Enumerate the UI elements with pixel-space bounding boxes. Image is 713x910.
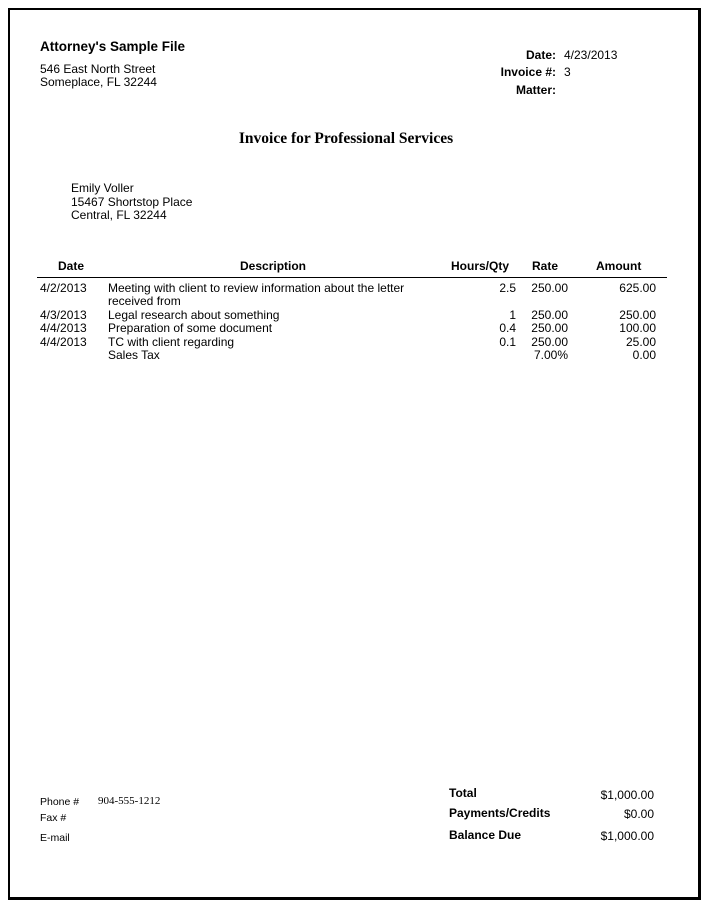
client-address-line1: 15467 Shortstop Place	[71, 195, 193, 209]
row-date: 4/4/2013	[40, 335, 87, 349]
balance-due-value: $1,000.00	[600, 829, 654, 843]
row-rate: 250.00	[531, 321, 568, 335]
col-header-rate: Rate	[532, 259, 559, 273]
firm-name: Attorney's Sample File	[40, 39, 185, 54]
invoice-number-label: Invoice #:	[500, 65, 556, 79]
row-hours: 2.5	[499, 281, 516, 295]
payments-value: $0.00	[623, 807, 654, 821]
row-description: Preparation of some document	[108, 321, 273, 335]
fax-label: Fax #	[40, 812, 67, 824]
email-label: E-mail	[40, 832, 70, 844]
col-header-description: Description	[240, 259, 307, 273]
phone-label: Phone #	[40, 796, 80, 808]
row-amount: 25.00	[625, 335, 656, 349]
row-date: 4/2/2013	[40, 281, 87, 295]
firm-address-line2: Someplace, FL 32244	[40, 75, 157, 89]
invoice-title: Invoice for Professional Services	[238, 130, 454, 147]
row-amount: 250.00	[619, 308, 656, 322]
row-date: 4/3/2013	[40, 308, 87, 322]
row-rate: 250.00	[531, 335, 568, 349]
row-description-cont: received from	[108, 294, 181, 308]
row-hours: 0.4	[499, 321, 516, 335]
invoice-number-value: 3	[564, 65, 571, 79]
balance-due-label: Balance Due	[449, 828, 522, 842]
matter-label: Matter:	[515, 83, 556, 97]
total-value: $1,000.00	[600, 788, 654, 802]
row-rate: 7.00%	[533, 348, 568, 362]
col-header-amount: Amount	[596, 259, 642, 273]
payments-label: Payments/Credits	[449, 806, 551, 820]
row-amount: 100.00	[619, 321, 656, 335]
date-label: Date:	[525, 48, 556, 62]
row-amount: 0.00	[632, 348, 656, 362]
firm-address-line1: 546 East North Street	[40, 62, 156, 76]
row-hours: 1	[509, 308, 516, 322]
col-header-hours: Hours/Qty	[451, 259, 510, 273]
invoice-page	[8, 8, 701, 900]
phone-value: 904-555-1212	[98, 795, 161, 807]
total-label: Total	[449, 786, 477, 800]
row-amount: 625.00	[619, 281, 656, 295]
row-date: 4/4/2013	[40, 321, 87, 335]
row-description: Sales Tax	[108, 348, 160, 362]
col-header-date: Date	[58, 259, 85, 273]
row-rate: 250.00	[531, 308, 568, 322]
client-address-line2: Central, FL 32244	[71, 208, 167, 222]
date-value: 4/23/2013	[564, 48, 618, 62]
row-rate: 250.00	[531, 281, 568, 295]
row-description: TC with client regarding	[108, 335, 235, 349]
client-name: Emily Voller	[71, 181, 134, 195]
row-hours: 0.1	[499, 335, 516, 349]
header-divider	[37, 277, 667, 278]
row-description: Legal research about something	[108, 308, 280, 322]
row-description: Meeting with client to review information about the letter	[108, 281, 405, 295]
